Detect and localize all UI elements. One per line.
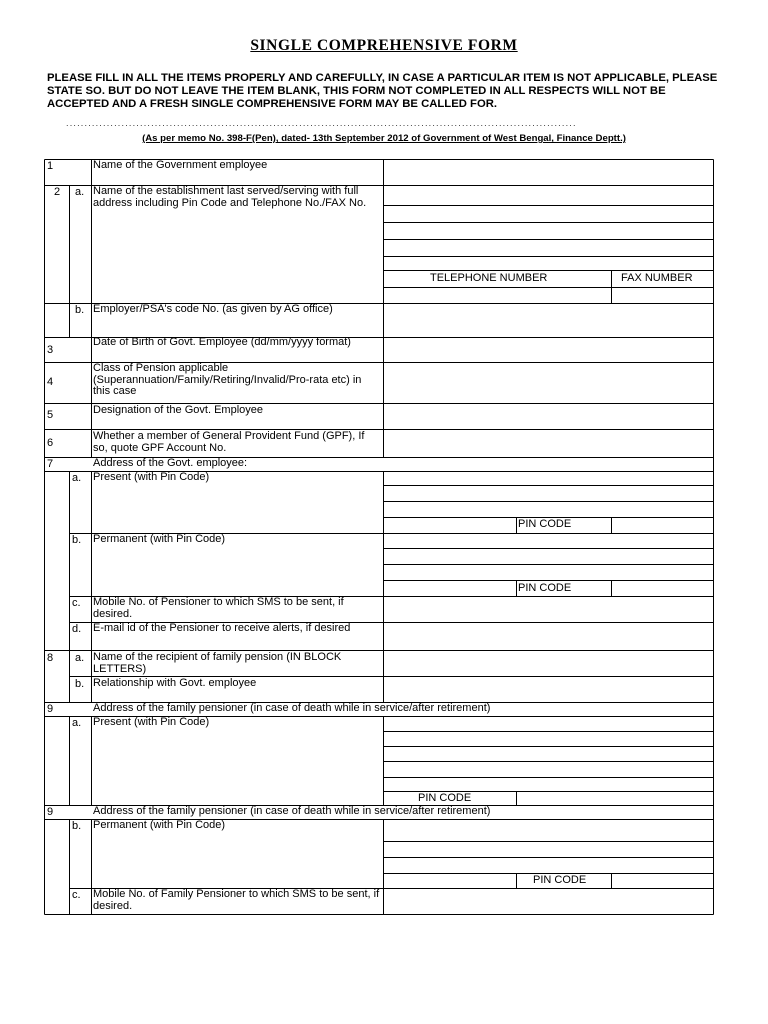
pin-code-label: PIN CODE — [518, 582, 572, 594]
item-label: Address of the Govt. employee: — [93, 457, 248, 469]
item-label: Class of Pension applicable (Superannuation/Family/Retiring/Invalid/Pro-rata etc) in this case — [93, 362, 362, 398]
pin-code-label: PIN CODE — [418, 792, 472, 804]
pin-code-label: PIN CODE — [518, 518, 572, 530]
dotted-separator: .......................................................................................................................................... — [66, 119, 577, 128]
item-label: Designation of the Govt. Employee — [93, 404, 263, 416]
item-label: Mobile No. of Pensioner to which SMS to be sent, if desired. — [93, 596, 344, 620]
pensioner-email-field[interactable] — [384, 623, 713, 649]
gpf-account-field[interactable] — [384, 430, 713, 456]
relationship-field[interactable] — [384, 677, 713, 701]
item-sub-letter: b. — [72, 534, 82, 546]
item-label: Whether a member of General Provident Fund (GPF), If so, quote GPF Account No. — [93, 430, 365, 454]
item-label: Present (with Pin Code) — [93, 471, 210, 483]
item-sub-letter: b. — [72, 820, 82, 832]
item-number: 9 — [47, 703, 54, 715]
fax-number-label: FAX NUMBER — [621, 272, 693, 284]
telephone-number-label: TELEPHONE NUMBER — [430, 272, 548, 284]
item-label: Address of the family pensioner (in case of death while in service/after retirement) — [93, 805, 491, 817]
item-label: Date of Birth of Govt. Employee (dd/mm/yyyy format) — [93, 336, 351, 348]
item-label: Permanent (with Pin Code) — [93, 533, 226, 545]
item-label: Present (with Pin Code) — [93, 716, 210, 728]
item-label: Name of the Government employee — [93, 159, 268, 171]
item-sub-letter: a. — [75, 652, 85, 664]
item-sub-letter: a. — [72, 717, 82, 729]
item-label: Name of the recipient of family pension (IN BLOCK LETTERS) — [93, 651, 342, 675]
class-of-pension-field[interactable] — [384, 363, 713, 402]
item-sub-letter: a. — [72, 472, 82, 484]
memo-reference: (As per memo No. 398-F(Pen), dated- 13th September 2012 of Government of West Bengal, Finance Deptt.) — [142, 133, 626, 144]
item-label: Mobile No. of Family Pensioner to which SMS to be sent, if desired. — [93, 888, 380, 912]
family-pension-recipient-field[interactable] — [384, 651, 713, 675]
item-label: Name of the establishment last served/serving with full address including Pin Code and Telephone No./FAX No. — [93, 185, 367, 209]
item-number: 7 — [47, 458, 54, 470]
item-number: 3 — [47, 344, 54, 356]
item-number: 5 — [47, 409, 54, 421]
item-sub-letter: c. — [72, 597, 81, 609]
item-label: Address of the family pensioner (in case of death while in service/after retirement) — [93, 702, 491, 714]
item-number: 4 — [47, 376, 54, 388]
pensioner-mobile-field[interactable] — [384, 597, 713, 621]
family-permanent-pin-code-field[interactable] — [612, 874, 713, 887]
item-sub-letter: b. — [75, 678, 85, 690]
item-sub-letter: c. — [72, 889, 81, 901]
item-sub-letter: b. — [75, 304, 85, 316]
employee-name-field[interactable] — [384, 160, 713, 184]
item-number: 1 — [47, 160, 54, 172]
family-pensioner-mobile-field[interactable] — [384, 889, 713, 913]
employer-psa-code-field[interactable] — [384, 304, 713, 336]
establishment-address-field[interactable] — [384, 186, 713, 204]
family-present-pin-code-field[interactable] — [518, 792, 713, 804]
item-label: Permanent (with Pin Code) — [93, 819, 226, 831]
designation-field[interactable] — [384, 404, 713, 428]
item-sub-letter: d. — [72, 623, 82, 635]
form-instructions: PLEASE FILL IN ALL THE ITEMS PROPERLY AND CAREFULLY, IN CASE A PARTICULAR ITEM IS NOT APPLICABLE, PLEASE STATE SO. BUT DO NOT LEAVE THE ITEM BLANK, THIS FORM NOT COMPLETED IN ALL RESPECTS WILL NOT BE ACCEPTED AND A FRESH SINGLE COMPREHENSIVE FORM MAY BE CALLED FOR. — [47, 72, 718, 110]
item-label: E-mail id of the Pensioner to receive alerts, if desired — [93, 622, 351, 634]
item-number: 8 — [47, 652, 54, 664]
item-label: Employer/PSA's code No. (as given by AG office) — [93, 303, 333, 315]
item-label: Relationship with Govt. employee — [93, 677, 257, 689]
item-number: 9 — [47, 806, 54, 818]
item-number: 2 — [54, 186, 61, 198]
pin-code-label: PIN CODE — [533, 874, 587, 886]
permanent-pin-code-field[interactable] — [612, 581, 713, 595]
present-pin-code-field[interactable] — [612, 518, 713, 532]
date-of-birth-field[interactable] — [384, 338, 713, 361]
form-title: SINGLE COMPREHENSIVE FORM — [250, 37, 518, 54]
fax-number-field[interactable] — [612, 288, 713, 302]
telephone-number-field[interactable] — [384, 288, 610, 302]
item-number: 6 — [47, 437, 54, 449]
item-sub-letter: a. — [75, 186, 85, 198]
